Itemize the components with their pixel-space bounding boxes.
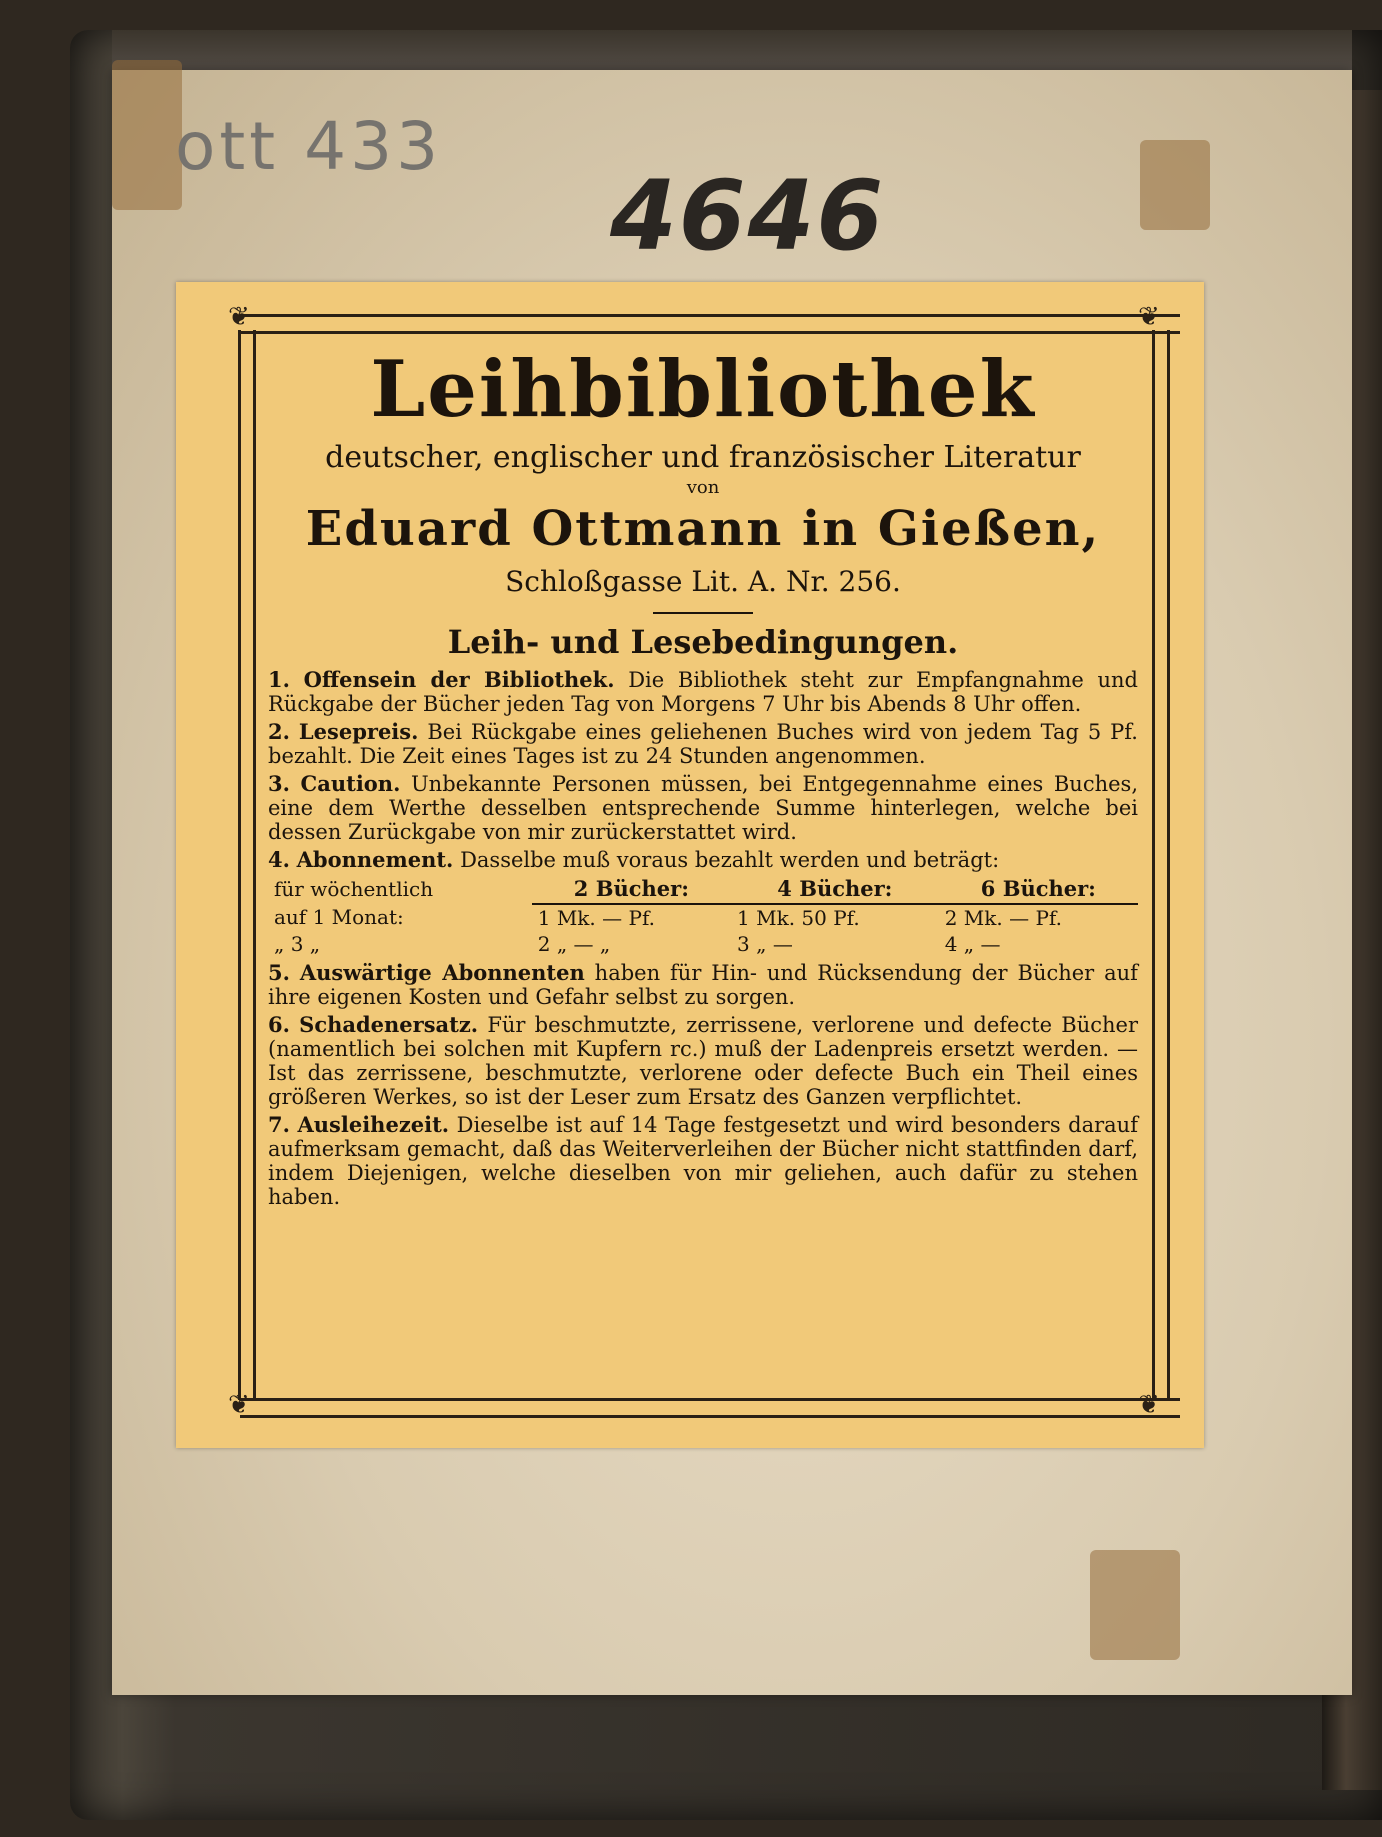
corner-ornament-icon: ❦ bbox=[228, 1390, 250, 1420]
price-row-label: „ 3 „ bbox=[274, 932, 321, 956]
paragraph-number: 7. bbox=[268, 1112, 290, 1137]
label-title: Leihbibliothek bbox=[370, 344, 1036, 435]
ornamental-border-top bbox=[240, 314, 1180, 334]
label-von: von bbox=[686, 477, 720, 498]
condition-paragraph bbox=[268, 772, 1138, 844]
paragraph-number: 6. bbox=[268, 1012, 290, 1037]
paragraph-text: Unbekannte Personen müssen, bei Entgegennahme eines Buches, eine dem Werthe desselben entsprechende Summe hinterlegen, welche bei dessen Zurückgabe von mir zurückerstattet wird. bbox=[268, 772, 1138, 844]
condition-paragraph bbox=[268, 848, 1138, 872]
paragraph-heading: Caution. bbox=[300, 771, 401, 796]
conditions-title: Leih- und Lesebedingungen. bbox=[447, 623, 959, 661]
label-address: Schloßgasse Lit. A. Nr. 256. bbox=[505, 565, 901, 598]
paragraph-heading: Auswärtige Abonnenten bbox=[299, 960, 585, 985]
paragraph-heading: Abonnement. bbox=[296, 847, 454, 872]
ornamental-border-right bbox=[1152, 330, 1170, 1400]
paragraph-heading: Offensein der Bibliothek. bbox=[303, 667, 615, 692]
price-cell: 4 „ — bbox=[944, 932, 1001, 956]
price-table-header-row bbox=[268, 876, 1138, 904]
price-row bbox=[268, 904, 1138, 931]
library-label bbox=[176, 282, 1204, 1448]
paragraph-heading: Lesepreis. bbox=[298, 719, 419, 744]
price-cell: 2 Mk. — Pf. bbox=[944, 906, 1062, 930]
condition-paragraph bbox=[268, 720, 1138, 768]
condition-paragraph bbox=[268, 1113, 1138, 1209]
paragraph-number: 4. bbox=[268, 847, 290, 872]
paragraph-text: Für beschmutzte, zerrissene, verlorene und defecte Bücher (namentlich bei solchen mit Kupfern rc.) muß der Ladenpreis ersetzt werden. — Ist das zerrissene, beschmutzte, verlorene oder defecte Buch ein Theil eines größeren Werkes, so ist der Leser zum Ersatz des Ganzen verpflichtet. bbox=[268, 1013, 1138, 1109]
price-column-header: 2 Bücher: bbox=[532, 876, 731, 904]
price-cell: 1 Mk. 50 Pf. bbox=[737, 906, 860, 930]
divider bbox=[653, 612, 753, 614]
price-column-header: 4 Bücher: bbox=[731, 876, 939, 904]
price-cell: 3 „ — bbox=[737, 932, 793, 956]
price-cell: 1 Mk. — Pf. bbox=[537, 906, 655, 930]
stain bbox=[1090, 1550, 1180, 1660]
label-subtitle: deutscher, englischer und französischer Literatur bbox=[325, 440, 1081, 475]
label-content bbox=[268, 342, 1138, 1213]
stain bbox=[1140, 140, 1210, 230]
price-row-label-header: für wöchentlich bbox=[274, 877, 434, 901]
price-row-label: auf 1 Monat: bbox=[274, 905, 404, 929]
ink-inventory-number: 4646 bbox=[610, 160, 886, 272]
ornamental-border-left bbox=[238, 330, 256, 1400]
price-row bbox=[268, 931, 1138, 957]
price-table bbox=[268, 876, 1138, 957]
paragraph-heading: Schadenersatz. bbox=[299, 1012, 479, 1037]
price-column-header: 6 Bücher: bbox=[939, 876, 1138, 904]
corner-ornament-icon: ❦ bbox=[1138, 1390, 1160, 1420]
paragraph-heading: Ausleihezeit. bbox=[297, 1112, 450, 1137]
paragraph-number: 5. bbox=[268, 960, 290, 985]
paragraph-number: 3. bbox=[268, 771, 290, 796]
paragraph-text: Bei Rückgabe eines geliehenen Buches wird von jedem Tag 5 Pf. bezahlt. Die Zeit eines Tages ist zu 24 Stunden angenommen. bbox=[268, 720, 1138, 768]
condition-paragraph bbox=[268, 668, 1138, 716]
corner-ornament-icon: ❦ bbox=[1138, 302, 1160, 332]
paragraph-number: 1. bbox=[268, 667, 290, 692]
price-cell: 2 „ — „ bbox=[537, 932, 611, 956]
paragraph-text: Dasselbe muß voraus bezahlt werden und beträgt: bbox=[460, 848, 1000, 872]
stain bbox=[112, 60, 182, 210]
paragraph-text: Die Bibliothek steht zur Empfangnahme und Rückgabe der Bücher jeden Tag von Morgens 7 Uhr bis Abends 8 Uhr offen. bbox=[268, 668, 1138, 716]
paragraph-number: 2. bbox=[268, 719, 290, 744]
condition-paragraph bbox=[268, 961, 1138, 1009]
ornamental-border-bottom bbox=[240, 1398, 1180, 1418]
corner-ornament-icon: ❦ bbox=[228, 302, 250, 332]
pencil-shelfmark: ott 433 bbox=[175, 108, 443, 185]
paragraph-text: haben für Hin- und Rücksendung der Bücher auf ihre eigenen Kosten und Gefahr selbst zu sorgen. bbox=[268, 961, 1138, 1009]
label-owner: Eduard Ottmann in Gießen, bbox=[305, 501, 1101, 557]
condition-paragraph bbox=[268, 1013, 1138, 1109]
paragraph-text: Dieselbe ist auf 14 Tage festgesetzt und wird besonders darauf aufmerksam gemacht, daß das Weiterverleihen der Bücher nicht stattfinden darf, indem Diejenigen, welche dieselben von mir geliehen, auch dafür zu stehen haben. bbox=[268, 1113, 1138, 1209]
